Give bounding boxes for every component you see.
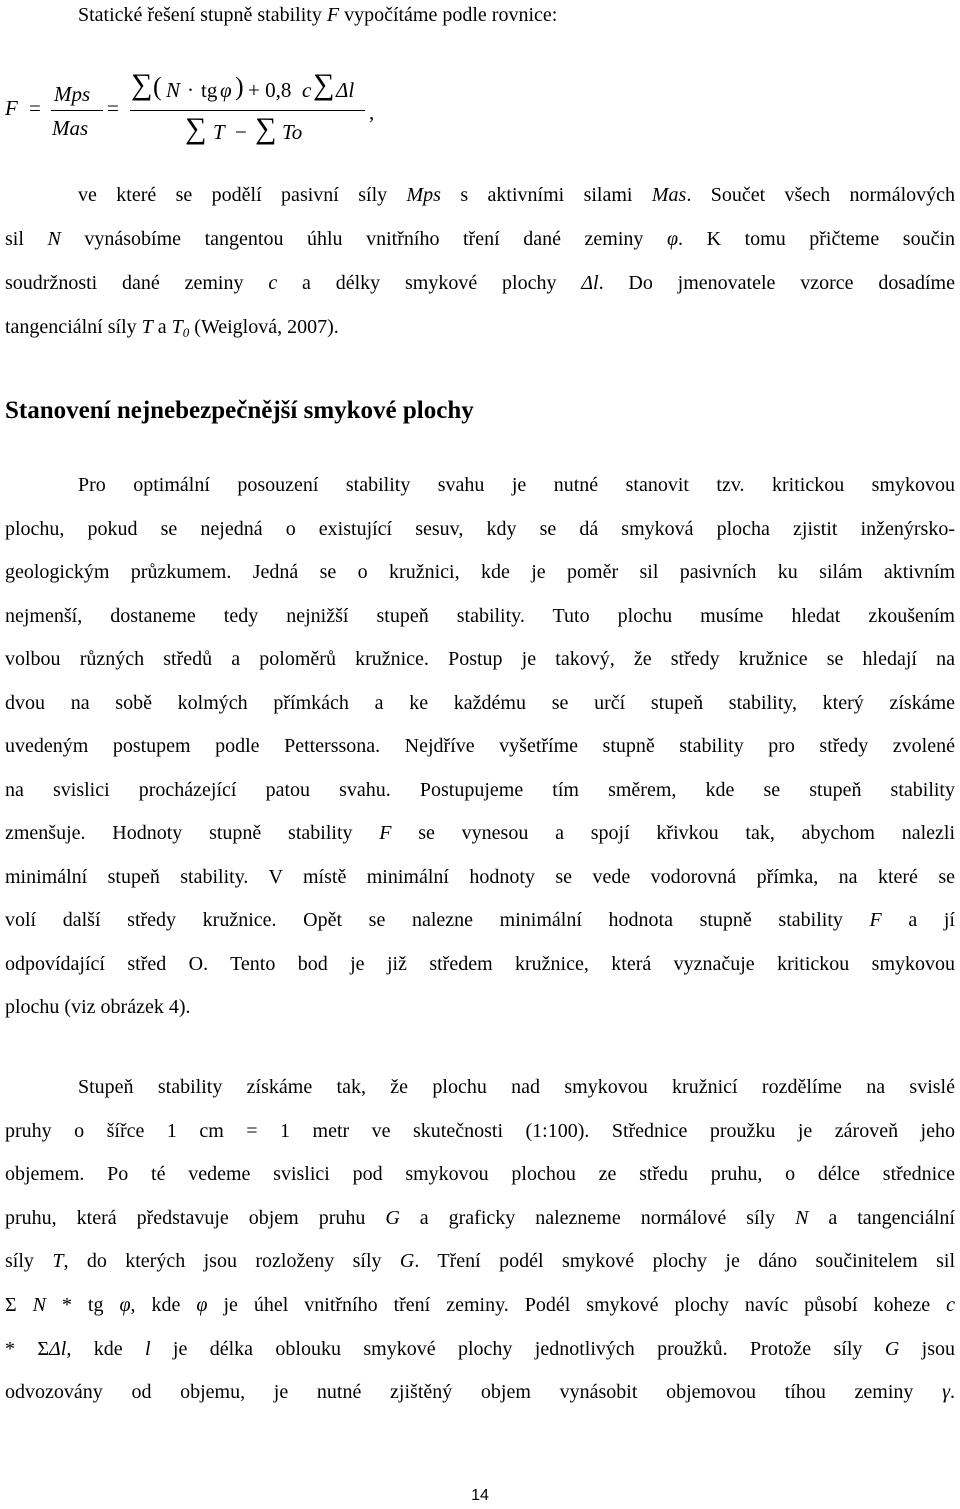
variable-phi: φ	[119, 1294, 131, 1316]
p2-line: plochu (viz obrázek 4).	[5, 996, 191, 1018]
text: Σ	[5, 1294, 33, 1316]
p2-line: minimální stupeň stability. V místě minimální hodnoty se vede vodorovná přímka, na které se	[5, 865, 955, 888]
variable-f: F	[379, 822, 392, 844]
formula-mps: Mps	[54, 82, 91, 106]
formula-n: N	[166, 78, 181, 102]
paren-close: )	[235, 72, 244, 101]
p3-line	[5, 1377, 955, 1407]
p3-line	[5, 1246, 955, 1276]
variable-mas: Mas	[651, 184, 687, 206]
variable-g: G	[399, 1250, 415, 1273]
text: a	[152, 316, 172, 338]
text: ve které se podělí pasivní síly	[78, 184, 407, 206]
text: jsou	[899, 1337, 955, 1360]
subscript-0: 0	[182, 325, 190, 340]
p1-line-2	[5, 224, 955, 254]
formula-tg: tg	[201, 78, 218, 102]
text: vypočítáme podle rovnice:	[339, 4, 558, 26]
text: a délky smykové plochy	[277, 272, 582, 294]
text: se vynesou a spojí křivkou tak, abychom nalezli	[391, 822, 955, 844]
variable-f: F	[326, 4, 340, 26]
variable-l: l	[144, 1337, 151, 1360]
text: je úhel vnitřního tření zeminy. Podél smykové plochy navíc působí koheze	[207, 1294, 947, 1316]
p3-line	[5, 1290, 955, 1320]
text: síly	[5, 1250, 53, 1273]
p3-line	[5, 1334, 955, 1364]
text: , do kterých jsou rozloženy síly	[63, 1250, 400, 1273]
variable-n: N	[795, 1206, 809, 1229]
text: . Tření podél smykové plochy je dáno součinitelem sil	[414, 1250, 956, 1273]
variable-delta-l: Δl	[581, 272, 599, 294]
variable-n: N	[32, 1294, 46, 1316]
paren-open: (	[153, 72, 162, 101]
formula-equals: =	[29, 96, 41, 120]
p2-line: dvou na sobě kolmých přímkách a ke každému se určí stupeň stability, který získáme	[5, 691, 955, 714]
variable-c: c	[268, 272, 278, 294]
p3-line: pruhy o šířce 1 cm = 1 metr ve skutečnosti (1:100). Střednice proužku je zároveň jeho	[5, 1119, 955, 1142]
fraction-bar-2	[130, 110, 365, 111]
variable-f: F	[869, 909, 882, 931]
text: je délka oblouku smykové plochy jednotlivých proužků. Protože síly	[150, 1337, 885, 1360]
variable-t: T	[52, 1250, 64, 1273]
formula-c: c	[302, 78, 312, 102]
text: odvozovány od objemu, je nutné zjištěný objem vynásobit objemovou tíhou zeminy	[5, 1381, 943, 1404]
formula-to: To	[282, 120, 303, 144]
p2-line: uvedeným postupem podle Petterssona. Nejdříve vyšetříme stupně stability pro středy zvolené	[5, 735, 955, 757]
variable-delta-l: Δl	[49, 1337, 67, 1360]
variable-mps: Mps	[406, 184, 441, 206]
p3-line	[5, 1203, 955, 1233]
text: .	[950, 1381, 955, 1404]
formula-lhs-f: F	[5, 96, 18, 120]
p2-line: volbou různých středů a poloměrů kružnice. Postup je takový, že středy kružnice se hledají na	[5, 648, 955, 670]
formula-equals-2: =	[107, 96, 119, 120]
p2-line	[5, 905, 955, 935]
text: tangenciální síly	[5, 316, 142, 338]
text: . Součet všech normálových	[686, 184, 955, 206]
formula-minus: −	[235, 120, 247, 144]
text: * tg	[45, 1294, 120, 1316]
variable-phi: φ	[196, 1294, 208, 1316]
variable-phi: φ	[666, 228, 679, 250]
formula-comma: ,	[369, 100, 375, 124]
text: a jí	[881, 909, 955, 931]
sum-symbol-2: ∑	[313, 68, 335, 101]
text: zmenšuje. Hodnoty stupně stability	[5, 822, 380, 844]
text: Statické řešení stupně stability	[78, 4, 327, 26]
formula-t: T	[213, 120, 225, 144]
text: * Σ	[5, 1337, 50, 1360]
variable-n: N	[47, 228, 61, 250]
sum-symbol-4: ∑	[255, 112, 277, 145]
p2-line: nejmenší, dostaneme tedy nejnižší stupeň stability. Tuto plochu musíme hledat zkoušením	[5, 604, 955, 627]
text: a tangenciální	[808, 1206, 955, 1229]
p2-line: Pro optimální posouzení stability svahu je nutné stanovit tzv. kritickou smykovou	[78, 474, 955, 496]
section-heading: Stanovení nejnebezpečnější smykové plochy	[5, 397, 474, 424]
text: , kde	[130, 1294, 197, 1316]
p3-line: Stupeň stability získáme tak, že plochu nad smykovou kružnicí rozdělíme na svislé	[78, 1076, 955, 1098]
fraction-bar-1	[51, 110, 103, 111]
text: sil	[5, 228, 48, 250]
text: volí další středy kružnice. Opět se nalezne minimální hodnota stupně stability	[5, 909, 870, 931]
formula-delta-l: Δl	[336, 78, 355, 102]
variable-gamma: γ	[942, 1381, 950, 1404]
text: a graficky nalezneme normálové síly	[399, 1206, 796, 1229]
p2-line: odpovídající střed O. Tento bod je již středem kružnice, která vyznačuje kritickou smykovou	[5, 952, 955, 975]
text: pruhu, která představuje objem pruhu	[5, 1206, 386, 1229]
text: (Weiglová, 2007).	[189, 316, 339, 338]
p2-line: geologickým průzkumem. Jedná se o kružnici, kde je poměr sil pasivních ku silám aktivním	[5, 561, 955, 583]
text: , kde	[66, 1337, 145, 1360]
p3-line: objemem. Po té vedeme svislici pod smykovou plochou ze středu pruhu, o délce střednice	[5, 1163, 955, 1186]
sum-symbol: ∑	[131, 68, 153, 101]
variable-t: T	[141, 316, 153, 338]
variable-c: c	[946, 1294, 956, 1316]
p1-line-1	[5, 180, 955, 210]
text: soudržnosti dané zeminy	[5, 272, 269, 294]
text: . K tomu přičteme součin	[678, 228, 955, 250]
formula-plus-coef: + 0,8	[248, 78, 292, 102]
formula-mas: Mas	[52, 116, 89, 140]
text: vynásobíme tangentou úhlu vnitřního tření dané zeminy	[60, 228, 667, 250]
intro-line	[5, 0, 955, 30]
formula-phi: φ	[220, 78, 232, 102]
sum-symbol-3: ∑	[185, 112, 207, 145]
stability-formula	[5, 70, 505, 165]
p2-line: na svislici procházející patou svahu. Postupujeme tím směrem, kde se stupeň stability	[5, 778, 955, 801]
p1-line-3	[5, 268, 955, 298]
text: s aktivními silami	[440, 184, 652, 206]
variable-t0: T	[171, 316, 183, 338]
p2-line	[5, 818, 955, 848]
variable-g: G	[385, 1206, 400, 1229]
formula-dot: ·	[187, 78, 194, 102]
page-number: 14	[471, 1487, 489, 1504]
p1-line-4	[5, 312, 955, 342]
variable-g: G	[884, 1337, 900, 1360]
p2-line: plochu, pokud se nejedná o existující sesuv, kdy se dá smyková plocha zjistit inženýrsko-	[5, 517, 955, 540]
text: . Do jmenovatele vzorce dosadíme	[598, 272, 955, 294]
